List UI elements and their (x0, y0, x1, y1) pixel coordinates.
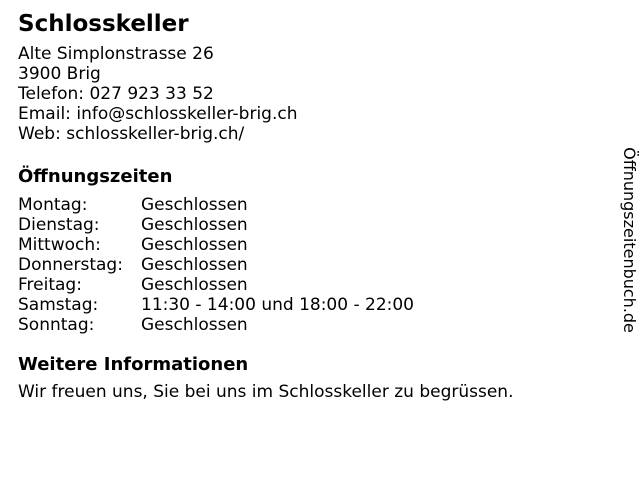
web-label: Web: (18, 124, 61, 144)
day-label: Donnerstag: (18, 255, 123, 275)
hours-value: 11:30 - 14:00 und 18:00 - 22:00 (141, 295, 414, 315)
address-line-street: Alte Simplonstrasse 26 (18, 44, 214, 64)
web-line (18, 124, 595, 144)
hours-value: Geschlossen (141, 235, 248, 255)
day-label: Freitag: (18, 275, 82, 295)
phone-label: Telefon: (18, 84, 85, 104)
email-label: Email: (18, 104, 71, 124)
hours-value: Geschlossen (141, 255, 248, 275)
email-line (18, 104, 595, 124)
day-label: Mittwoch: (18, 235, 101, 255)
phone-line (18, 84, 595, 104)
address-block (18, 44, 595, 144)
hours-value: Geschlossen (141, 195, 248, 215)
day-label: Samstag: (18, 295, 99, 315)
day-label: Dienstag: (18, 215, 100, 235)
day-label: Montag: (18, 195, 88, 215)
phone-value: 027 923 33 52 (89, 84, 214, 104)
hours-value: Geschlossen (141, 315, 248, 335)
day-label: Sonntag: (18, 315, 95, 335)
page-title: Schlosskeller (18, 11, 189, 37)
opening-hours-table (18, 195, 595, 335)
watermark-vertical-text: Öffnungszeitenbuch.de (620, 147, 639, 333)
hours-value: Geschlossen (141, 215, 248, 235)
hours-value: Geschlossen (141, 275, 248, 295)
web-value: schlosskeller-brig.ch/ (66, 124, 245, 144)
address-line-city: 3900 Brig (18, 64, 101, 84)
additional-info-title: Weitere Informationen (18, 354, 249, 375)
additional-info-text: Wir freuen uns, Sie bei uns im Schlosskeller zu begrüssen. (18, 382, 514, 402)
email-value: info@schlosskeller-brig.ch (76, 104, 298, 124)
opening-hours-title: Öffnungszeiten (18, 166, 173, 187)
